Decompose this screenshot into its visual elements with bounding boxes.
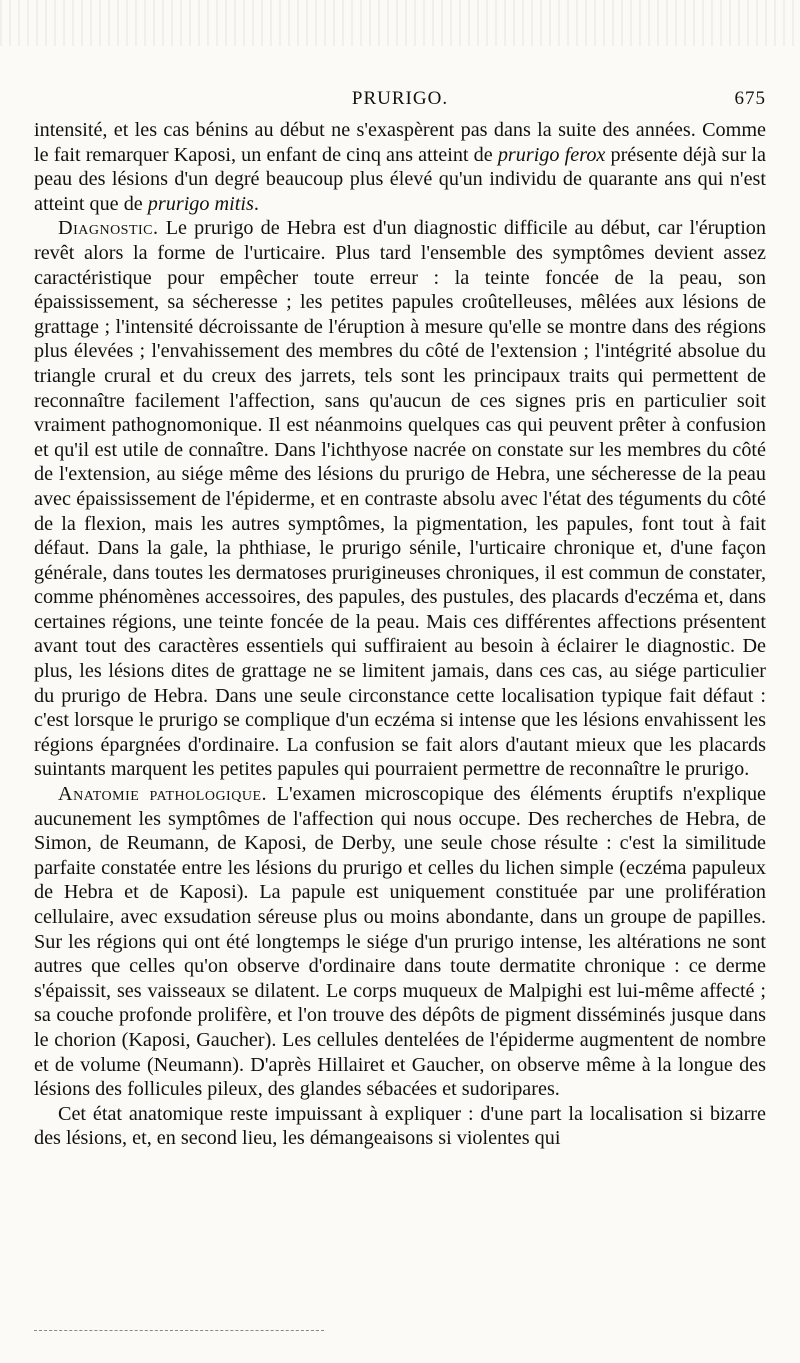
italic-term: prurigo ferox — [497, 143, 606, 166]
page-number: 675 — [734, 88, 766, 109]
running-title: PRURIGO. — [351, 88, 449, 109]
running-header — [34, 88, 766, 114]
section-heading: Diagnostic. — [58, 217, 159, 240]
paragraph — [34, 118, 766, 216]
text-run: . — [253, 192, 259, 215]
text-run: intensité, et les cas bénins au début ne s'exaspèrent pas dans la suite des années. Comme le fait remarquer Kaposi, un enfant de cinq ans atteint de — [34, 119, 766, 166]
italic-term: prurigo mitis — [147, 192, 254, 215]
body-text — [34, 118, 766, 1268]
paragraph — [34, 1102, 766, 1151]
text-run: présente déjà sur la peau des lésions d'un degré beaucoup plus élevé qu'un individu de quarante ans qui n'est atteint que de — [34, 143, 766, 215]
paragraph — [34, 216, 766, 782]
scan-edge-noise — [0, 0, 800, 46]
text-run: L'examen microscopique des éléments éruptifs n'explique aucunement les symptômes de l'affection qui nous occupe. Des recherches de Hebra, de Simon, de Reumann, de Kaposi, de Derby, une seule chose résulte : c'est la similitude parfaite constatée entre les lésions du prurigo et celles du lichen simple (eczéma papuleux de Hebra et de Kaposi). La papule est uniquement constituée par une prolifération cellulaire, avec exsudation séreuse plus ou moins abondante, dans un groupe de papilles. Sur les régions qui ont été longtemps le siége d'un prurigo intense, les altérations ne sont autres que celles qu'on observe d'ordinaire dans toute dermatite chronique : ce derme s'épaissit, ses vaisseaux se dilatent. Le corps muqueux de Malpighi est lui-même affecté ; sa couche profonde prolifère, et l'on trouve des dépôts de pigment disséminés jusque dans le chorion (Kaposi, Gaucher). Les cellules dentelées de l'épiderme augmentent de nombre et de volume (Neumann). D'après Hillairet et Gaucher, on observe même à la longue des lésions des follicules pileux, des glandes sébacées et sudoripares. — [34, 783, 766, 1101]
text-run: Cet état anatomique reste impuissant à expliquer : d'une part la localisation si bizarre des lésions, et, en second lieu, les démangeaisons si violentes qui — [34, 1102, 766, 1150]
text-run: Le prurigo de Hebra est d'un diagnostic difficile au début, car l'éruption revêt alors la forme de l'urticaire. Plus tard l'ensemble des symptômes devient assez caractéristique pour empêcher toute erreur : la teinte foncée de la peau, son épaississement, sa sécheresse ; les petites papules croûtelleuses, mêlées aux lésions de grattage ; l'intensité décroissante de l'éruption à mesure qu'elle se montre dans des régions plus élevées ; l'envahissement des membres du côté de l'extension ; l'intégrité absolue du triangle crural et du creux des jarrets, tels sont les principaux traits qui permettent de reconnaître facilement l'affection, sans qu'aucun de ces signes pris en particulier soit vraiment pathognomonique. Il est néanmoins quelques cas qui peuvent prêter à confusion et qu'il est utile de connaître. Dans l'ichthyose nacrée on constate sur les membres du côté de l'extension, au siége même des lésions du prurigo de Hebra, une sécheresse de la peau avec épaississement de l'épiderme, et en contraste absolu avec l'état des téguments du côté de la flexion, mais les autres symptômes, la pigmentation, les papules, font tout à fait défaut. Dans la gale, la phthiase, le prurigo sénile, l'urticaire chronique et, d'une façon générale, dans toutes les dermatoses prurigineuses chroniques, il est commun de constater, comme phénomènes accessoires, des papules, des pustules, des placards d'eczéma et, dans certaines régions, une teinte foncée de la peau. Mais ces différentes affections présentent avant tout des caractères essentiels qui suffiraient au besoin à éclairer le diagnostic. De plus, les lésions dites de grattage ne se limitent jamais, dans ces cas, au siége particulier du prurigo de Hebra. Dans une seule circonstance cette localisation typique fait défaut : c'est lorsque le prurigo se complique d'un eczéma si intense que les lésions envahissent les régions épargnées d'ordinaire. La confusion se fait alors d'autant mieux que les placards suintants marquent les petites papules qui pourraient permettre de reconnaître le prurigo. — [34, 217, 766, 781]
bottom-rule — [34, 1330, 324, 1331]
paragraph — [34, 782, 766, 1102]
section-heading: Anatomie pathologique. — [58, 783, 268, 806]
